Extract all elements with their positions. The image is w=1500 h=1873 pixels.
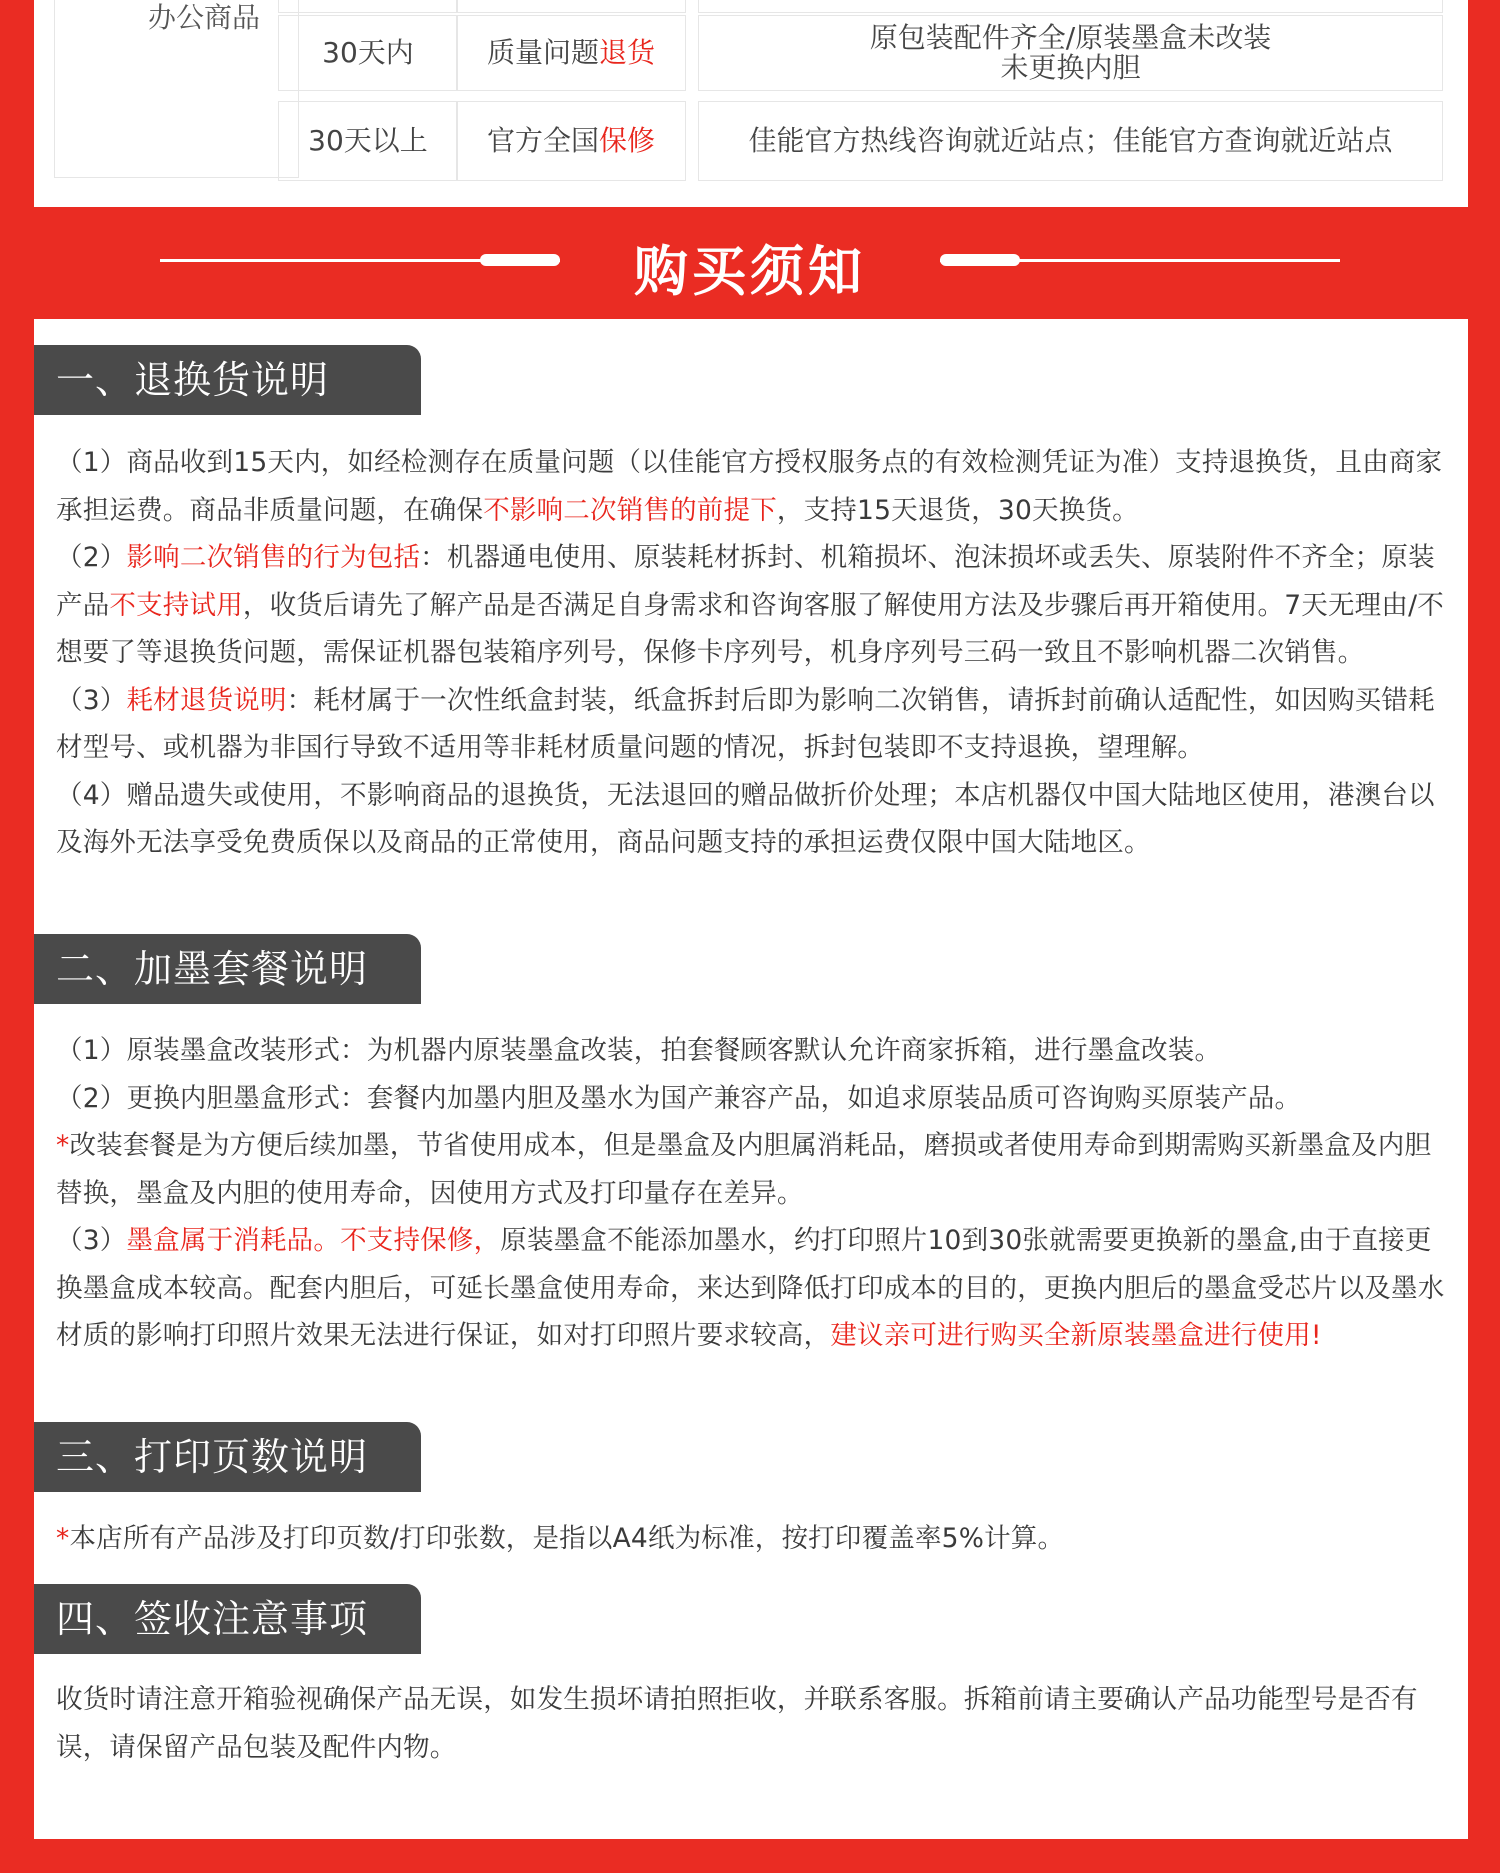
- returns-body: [56, 439, 1456, 867]
- asterisk: *: [56, 1130, 70, 1161]
- text: （3）: [56, 1225, 127, 1256]
- highlight-text: 不支持试用: [109, 589, 243, 621]
- asterisk: *: [56, 1523, 70, 1554]
- banner-line-right: [940, 259, 1340, 262]
- highlight-text: 耗材退货说明: [126, 684, 287, 716]
- returns-item-4: （4）赠品遗失或使用，不影响商品的退换货，无法退回的赠品做折价处理；本店机器仅中国大陆地区使用，港澳台以及海外无法享受免费质保以及商品的正常使用，商品问题支持的承担运费仅限中国大陆地区。: [56, 779, 1435, 858]
- section-header-ink-package: 二、加墨套餐说明: [34, 934, 421, 1004]
- table-row-1-period: [278, 15, 458, 91]
- print-pages-body: [56, 1515, 1456, 1563]
- ink-item-2: （2）更换内胆墨盒形式：套餐内加墨内胆及墨水为国产兼容产品，如追求原装品质可咨询购买原装产品。: [56, 1082, 1302, 1114]
- text: （1）商品收到15天内，如经检测存在质量问题（以佳能官方授权服务点的有效检测凭证为准）支持退换货，且由商家承担运费。商品非质量问题，在确保: [56, 447, 1443, 526]
- delivery-note: 收货时请注意开箱验视确保产品无误，如发生损坏请拍照拒收，并联系客服。拆箱前请主要确认产品功能型号是否有误，请保留产品包装及配件内物。: [56, 1684, 1418, 1763]
- table-cell-blank: [278, 0, 458, 13]
- table-row-2-condition: [698, 101, 1443, 181]
- table-cell-left-border: [54, 0, 299, 178]
- service-highlight: 退货: [599, 36, 656, 69]
- text: 本店所有产品涉及打印页数/打印张数，是指以A4纸为标准，按打印覆盖率5%计算。: [69, 1523, 1065, 1554]
- table-cell-blank: [698, 0, 1443, 13]
- returns-item-3: [56, 677, 1456, 772]
- highlight-text: 不影响二次销售的前提下: [483, 494, 777, 526]
- section-header-print-pages: 三、打印页数说明: [34, 1422, 421, 1492]
- section-header-returns: 一、退换货说明: [34, 345, 421, 415]
- highlight-text: 影响二次销售的行为包括: [126, 542, 421, 573]
- ink-package-body: [56, 1027, 1456, 1360]
- service-highlight: 保修: [599, 124, 656, 157]
- table-cell-blank: [456, 0, 686, 13]
- delivery-body: [56, 1676, 1456, 1771]
- condition-line-2: 未更换内胆: [1000, 51, 1141, 84]
- category-label: 办公商品: [147, 1, 260, 34]
- banner-title: 购买须知: [634, 240, 866, 303]
- section-header-delivery: 四、签收注意事项: [34, 1584, 421, 1654]
- condition-line-1: 佳能官方热线咨询就近站点；佳能官方查询就近站点: [748, 124, 1393, 157]
- period-text: 30天内: [322, 36, 414, 69]
- text: ：机器通电使用、原装耗材拆封、机箱损坏、泡沫损坏或丢失、原装附件不齐全；原装产品: [56, 542, 1435, 621]
- text: ，收货后请先了解产品是否满足自身需求和咨询客服了解使用方法及步骤后再开箱使用。7天无理由/不想要了等退换货问题，需保证机器包装箱序列号，保修卡序列号，机身序列号三码一致且不影响机器二次销售。: [56, 589, 1444, 668]
- text: 改装套餐是为方便后续加墨，节省使用成本，但是墨盒及内胆属消耗品，磨损或者使用寿命到期需购买新墨盒及内胆替换，墨盒及内胆的使用寿命，因使用方式及打印量存在差异。: [56, 1130, 1432, 1209]
- highlight-text: 建议亲可进行购买全新原装墨盒进行使用!: [830, 1320, 1322, 1351]
- table-row-2-period: [278, 101, 458, 181]
- text: 原装墨盒不能添加墨水，约打印照片10到30张就需要更换新的墨盒,由于直接更换墨盒成本较高。配套内胆后，可延长墨盒使用寿命，来达到降低打印成本的目的，更换内胆后的墨盒受芯片以及墨水材质的影响打印照片效果无法进行保证，如对打印照片要求较高，: [56, 1225, 1445, 1351]
- ink-item-1: （1）原装墨盒改装形式：为机器内原装墨盒改装，拍套餐顾客默认允许商家拆箱，进行墨盒改装。: [56, 1035, 1222, 1066]
- service-prefix: 质量问题: [486, 36, 599, 69]
- text: （2）: [56, 542, 127, 573]
- returns-item-1: [56, 439, 1456, 534]
- ink-note: [56, 1122, 1456, 1217]
- text: ，支持15天退货，30天换货。: [776, 494, 1139, 526]
- return-policy-table: [34, 0, 1468, 207]
- purchase-notes-panel: [34, 319, 1468, 1839]
- table-row-1-condition: [698, 15, 1443, 91]
- text: ：耗材属于一次性纸盒封装，纸盒拆封后即为影响二次销售，请拆封前确认适配性，如因购买错耗材型号、或机器为非国行导致不适用等非耗材质量问题的情况，拆封包装即不支持退换，望理解。: [56, 684, 1435, 763]
- period-text: 30天以上: [308, 124, 428, 157]
- table-row-2-service: [456, 101, 686, 181]
- highlight-text: 墨盒属于消耗品。不支持保修，: [126, 1225, 501, 1256]
- table-row-1-service: [456, 15, 686, 91]
- returns-item-2: [56, 534, 1456, 677]
- condition-line-1: 原包装配件齐全/原装墨盒未改装: [869, 21, 1272, 54]
- ink-item-3: [56, 1217, 1456, 1360]
- service-prefix: 官方全国: [486, 124, 599, 157]
- print-pages-note: [56, 1515, 1456, 1563]
- text: （3）: [56, 684, 127, 716]
- section-banner: [0, 207, 1500, 319]
